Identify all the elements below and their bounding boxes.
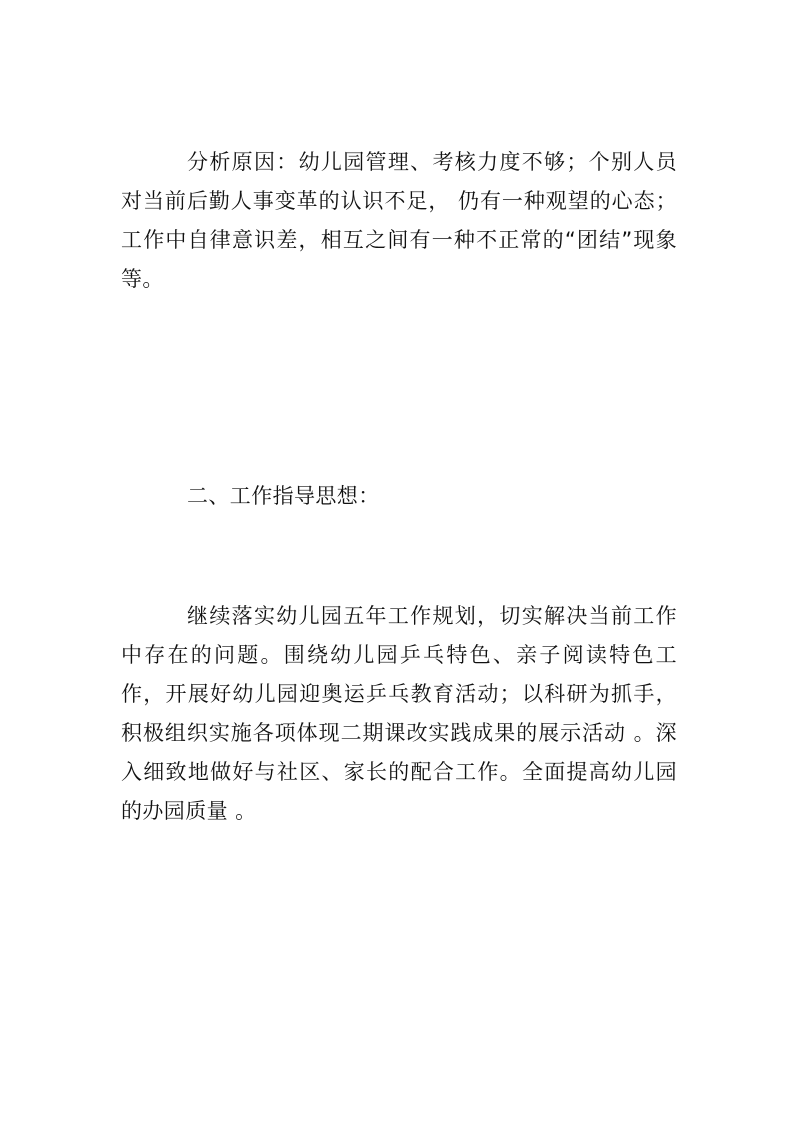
guiding-ideology-paragraph: 继续落实幼儿园五年工作规划，切实解决当前工作中存在的问题。围绕幼儿园乒乓特色、亲子阅读特色工作，开展好幼儿园迎奥运乒乓教育活动；以科研为抓手，积极组织实施各项体现二期课改实践成果的展示活动 。深入细致地做好与社区、家长的配合工作。全面提高幼儿园的办园质量 。 (121, 604, 677, 823)
analysis-paragraph: 分析原因：幼儿园管理、考核力度不够；个别人员对当前后勤人事变革的认识不足， 仍有一种观望的心态；工作中自律意识差，相互之间有一种不正常的“团结”现象等。 (121, 150, 677, 291)
section-heading-guiding-ideology: 二、工作指导思想： (187, 484, 380, 508)
